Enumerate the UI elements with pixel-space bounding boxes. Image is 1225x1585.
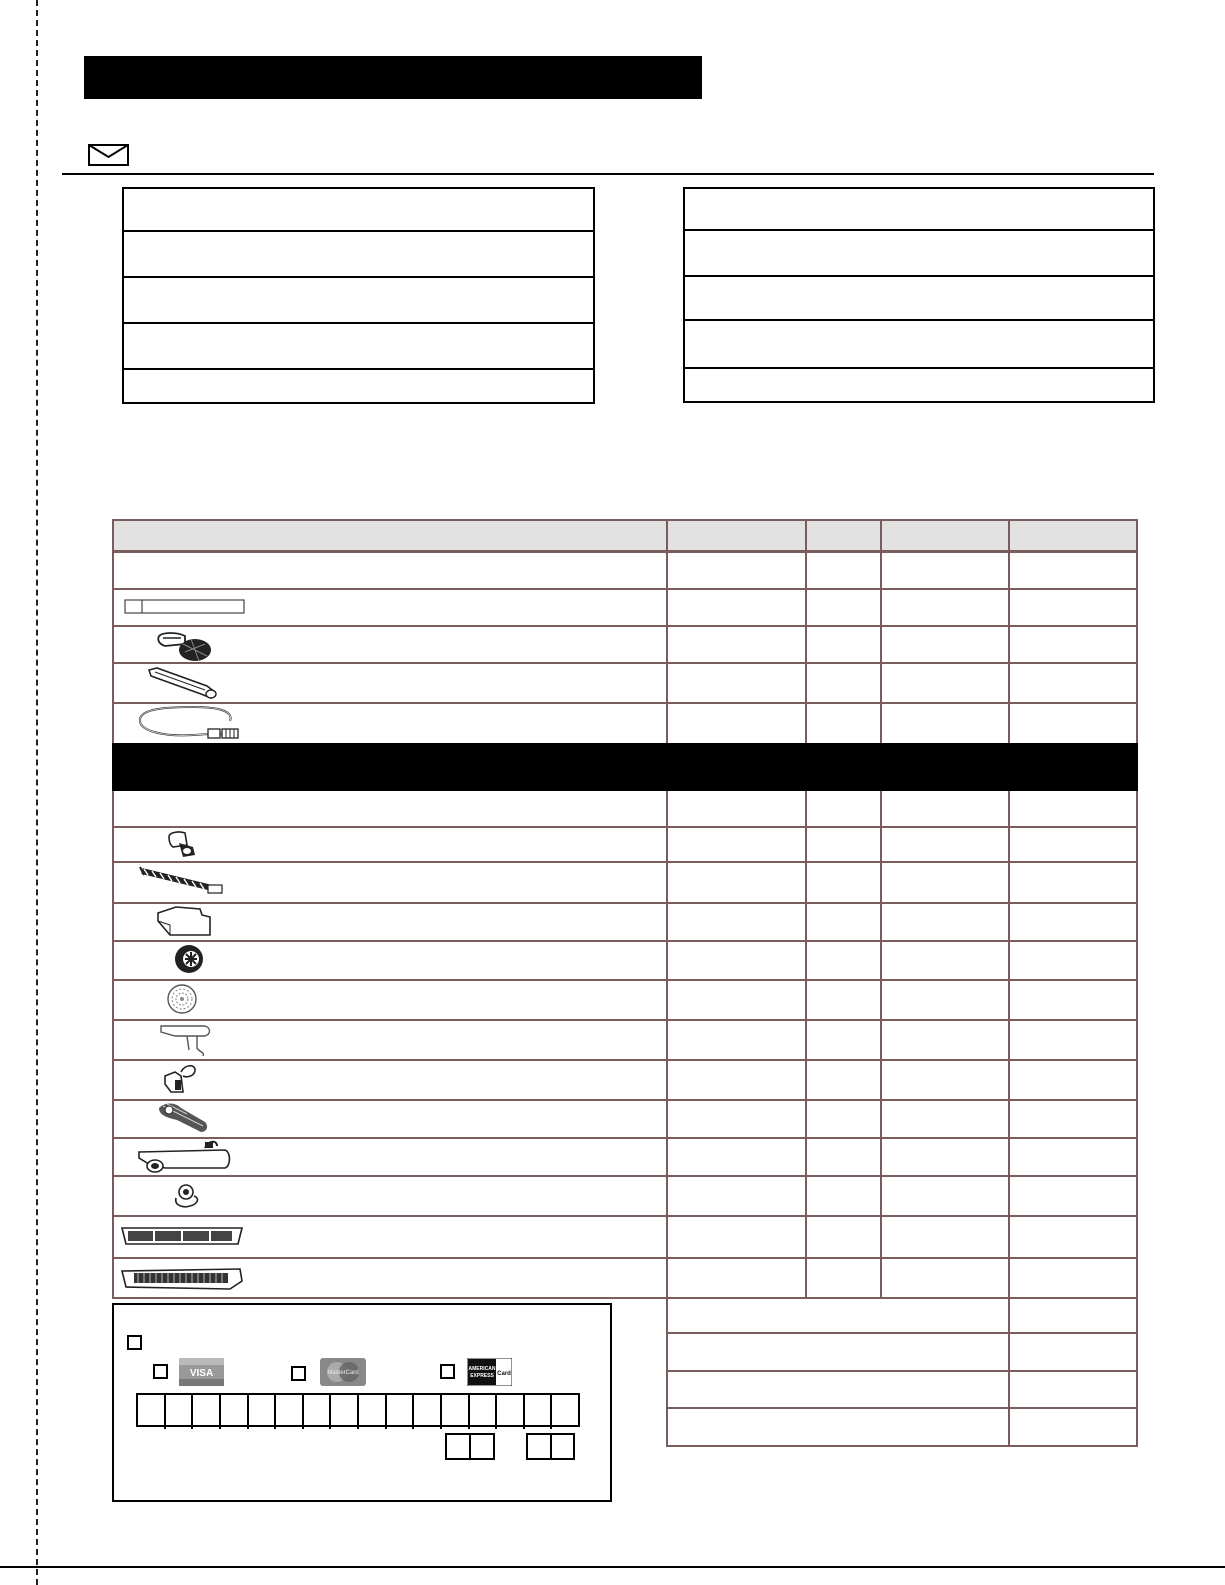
handle-icon [157,1022,213,1058]
belt-icon [165,829,199,859]
address-field[interactable] [685,321,1153,369]
column-divider [805,519,807,1299]
card-number-input[interactable] [136,1393,580,1427]
address-field[interactable] [124,278,593,324]
latch-icon [161,1062,199,1096]
svg-text:MasterCard: MasterCard [327,1370,359,1376]
row-divider [112,1019,1138,1021]
card-digit-box[interactable] [552,1395,578,1429]
payment-option-checkbox[interactable] [127,1335,142,1350]
card-digit-box[interactable] [193,1395,221,1429]
card-digit-box[interactable] [331,1395,359,1429]
crevice-tool-icon [147,666,221,700]
extension-wand-icon [124,598,246,616]
totals-label [670,1373,1004,1406]
row-divider [112,1099,1138,1101]
address-field[interactable] [685,369,1153,409]
parts-section-band [112,743,1138,791]
row-divider [112,1175,1138,1177]
bottom-plate-icon [120,1222,244,1250]
svg-text:EXPRESS: EXPRESS [470,1373,494,1379]
row-divider [112,1059,1138,1061]
wheel-icon [173,942,205,976]
totals-row-divider [666,1332,1138,1334]
hose-icon [134,703,244,741]
expiry-year-input[interactable] [526,1433,575,1460]
row-divider [112,662,1138,664]
row-divider [112,625,1138,627]
amex-checkbox[interactable] [440,1364,455,1379]
address-field[interactable] [685,189,1153,231]
column-header-price [882,521,1007,551]
svg-text:VISA: VISA [189,1368,214,1379]
row-divider [112,588,1138,590]
svg-text:AMERICAN: AMERICAN [468,1366,496,1372]
expiry-month-input[interactable] [445,1433,495,1460]
column-header-description [114,521,664,551]
card-digit-box[interactable] [470,1395,498,1429]
parts-order-table [112,519,1138,1299]
brushroll-icon [138,865,226,897]
mastercard-logo [320,1358,366,1386]
cut-line [36,0,38,1585]
svg-text:Card: Card [497,1371,511,1377]
card-digit-box[interactable] [221,1395,249,1429]
column-divider [1008,519,1010,1299]
agitator-plate-icon [120,1263,244,1293]
column-header-total [1010,521,1136,551]
card-digit-box[interactable] [138,1395,166,1429]
address-field[interactable] [124,324,593,370]
row-divider [112,702,1138,704]
envelope-icon [88,144,129,166]
column-header-quantity [807,521,879,551]
visa-checkbox[interactable] [153,1364,168,1379]
filter-pad-icon [156,905,214,937]
totals-row-divider [666,1370,1138,1372]
card-digit-box[interactable] [359,1395,387,1429]
card-digit-box[interactable] [276,1395,304,1429]
expiry-digit-box[interactable] [528,1435,552,1458]
bottom-rule [0,1566,1225,1568]
row-divider [112,861,1138,863]
card-digit-box[interactable] [442,1395,470,1429]
totals-label [670,1335,1004,1369]
mastercard-checkbox[interactable] [291,1366,306,1381]
clip-icon [170,1178,204,1212]
amex-logo [467,1358,512,1386]
dusting-brush-icon [155,630,213,664]
mail-divider [62,173,1154,175]
card-digit-box[interactable] [525,1395,553,1429]
address-field[interactable] [124,189,593,232]
card-digit-box[interactable] [166,1395,194,1429]
totals-divider [1008,1297,1010,1447]
address-field[interactable] [685,231,1153,277]
card-digit-box[interactable] [304,1395,332,1429]
ship-to-address-box [122,187,595,404]
row-divider [112,1215,1138,1217]
row-divider [112,826,1138,828]
totals-label [670,1410,1004,1445]
row-divider [112,940,1138,942]
expiry-digit-box[interactable] [447,1435,471,1458]
totals-row-divider [666,1407,1138,1409]
row-divider [112,1257,1138,1259]
address-field[interactable] [124,370,593,410]
address-field[interactable] [685,277,1153,321]
filter-disc-icon [165,982,199,1016]
form-title-bar [84,56,702,99]
card-digit-box[interactable] [414,1395,442,1429]
row-divider [112,979,1138,981]
expiry-digit-box[interactable] [552,1435,574,1458]
row-divider [112,902,1138,904]
column-divider [880,519,882,1299]
column-divider [666,519,668,1299]
bill-to-address-box [683,187,1155,403]
card-digit-box[interactable] [387,1395,415,1429]
row-divider [112,1137,1138,1139]
column-header-part-number [668,521,804,551]
totals-label [670,1299,1004,1331]
bumper-icon [153,1100,211,1136]
card-digit-box[interactable] [497,1395,525,1429]
visa-logo [179,1358,224,1386]
card-digit-box[interactable] [249,1395,277,1429]
nozzle-icon [135,1138,235,1176]
expiry-digit-box[interactable] [471,1435,493,1458]
address-field[interactable] [124,232,593,278]
